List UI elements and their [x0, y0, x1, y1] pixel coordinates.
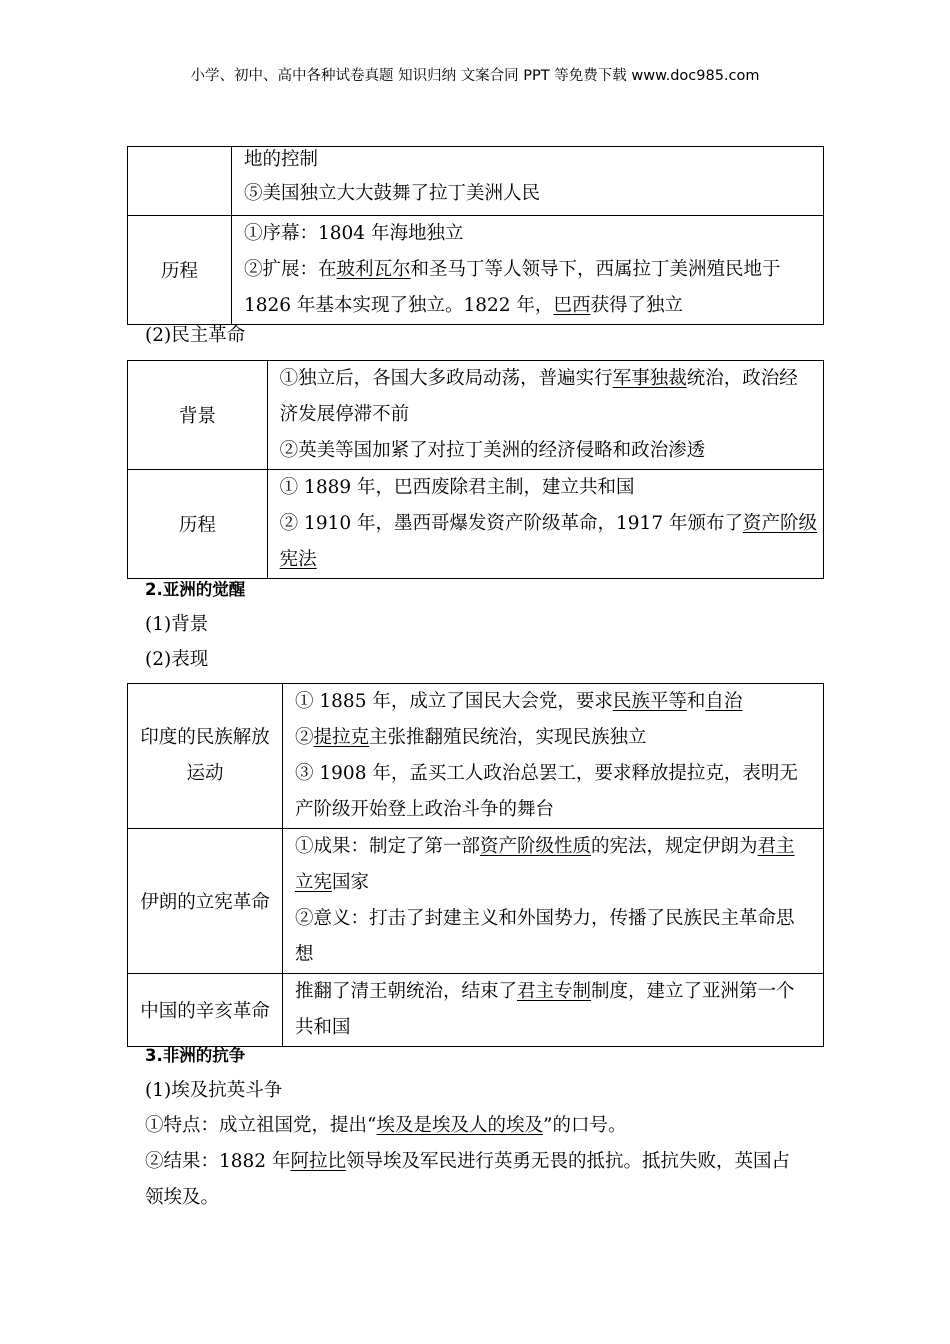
key-term: 巴西 [553, 295, 591, 316]
text-line: 推翻了清王朝统治，结束了君主专制制度，建立了亚洲第一个 [295, 981, 795, 1002]
text-line: 1826 年基本实现了独立。1822 年，巴西获得了独立 [244, 295, 683, 316]
table-row [128, 470, 824, 579]
text-line: 立宪国家 [295, 872, 370, 893]
paragraph: 领埃及。 [145, 1187, 220, 1208]
key-term: 君主专制 [517, 981, 592, 1002]
key-term: 资产阶级性质 [480, 836, 592, 857]
table-row [128, 684, 824, 829]
text-line: ② 1910 年，墨西哥爆发资产阶级革命，1917 年颁布了资产阶级 [279, 513, 817, 534]
text-line: ②英美等国加紧了对拉丁美洲的经济侵略和政治渗透 [279, 440, 706, 461]
row-label-india: 印度的民族解放 运动 [128, 684, 283, 829]
row-label-china: 中国的辛亥革命 [128, 974, 283, 1047]
text-line: 地的控制 [244, 149, 319, 170]
key-term: 玻利瓦尔 [336, 259, 411, 280]
text-line: ① 1889 年，巴西废除君主制，建立共和国 [279, 477, 635, 498]
key-term: 立宪 [295, 872, 333, 893]
text-line: 共和国 [295, 1017, 351, 1038]
key-term: 阿拉比 [290, 1151, 346, 1172]
key-term: 军事独裁 [612, 368, 687, 389]
row-label-background: 背景 [128, 361, 268, 470]
row-content [283, 974, 824, 1047]
text-line: ⑤美国独立大大鼓舞了拉丁美洲人民 [244, 183, 541, 204]
row-label-process: 历程 [128, 470, 268, 579]
row-content [283, 684, 824, 829]
section-heading-africa: 3.非洲的抗争 [145, 1046, 246, 1065]
asia-awakening-table [127, 683, 824, 1047]
text-line: ①成果：制定了第一部资产阶级性质的宪法，规定伊朗为君主 [295, 836, 795, 857]
paragraph: ②结果：1882 年阿拉比领导埃及军民进行英勇无畏的抵抗。抵抗失败，英国占 [145, 1151, 790, 1172]
section-subtitle: (1)埃及抗英斗争 [145, 1080, 283, 1101]
section-subtitle: (2)表现 [145, 649, 209, 670]
key-term: 宪法 [279, 549, 317, 570]
row-content [232, 216, 824, 325]
row-label-process: 历程 [128, 216, 232, 325]
text-line: 想 [295, 944, 314, 965]
table-row [128, 147, 824, 216]
table-row [128, 216, 824, 325]
table-row [128, 361, 824, 470]
text-line: ①独立后，各国大多政局动荡，普遍实行军事独裁统治，政治经 [279, 368, 798, 389]
key-term: 埃及是埃及人的埃及 [376, 1115, 543, 1136]
table-row [128, 829, 824, 974]
key-term: 自治 [705, 691, 743, 712]
text-line: ③ 1908 年，孟买工人政治总罢工，要求释放提拉克，表明无 [295, 763, 798, 784]
text-line: 产阶级开始登上政治斗争的舞台 [295, 799, 555, 820]
row-content [267, 470, 823, 579]
row-content [267, 361, 823, 470]
text-line [268, 542, 823, 578]
text-line: ① 1885 年，成立了国民大会党，要求民族平等和自治 [295, 691, 743, 712]
key-term: 民族平等 [612, 691, 687, 712]
row-content [283, 829, 824, 974]
text-line: ②意义：打击了封建主义和外国势力，传播了民族民主革命思 [295, 908, 795, 929]
text-line: ②提拉克主张推翻殖民统治，实现民族独立 [295, 727, 647, 748]
section-subtitle: (1)背景 [145, 614, 209, 635]
text-line: 济发展停滞不前 [279, 404, 410, 425]
section-subtitle: (2)民主革命 [145, 325, 246, 346]
latin-independence-table [127, 146, 824, 325]
text-line: ②扩展：在玻利瓦尔和圣马丁等人领导下，西属拉丁美洲殖民地于 [244, 259, 781, 280]
row-label-iran: 伊朗的立宪革命 [128, 829, 283, 974]
paragraph: ①特点：成立祖国党，提出“埃及是埃及人的埃及”的口号。 [145, 1115, 627, 1136]
page-header-banner: 小学、初中、高中各种试卷真题 知识归纳 文案合同 PPT 等免费下载 www.doc985.com [190, 68, 760, 84]
section-heading-asia: 2.亚洲的觉醒 [145, 580, 246, 599]
key-term: 资产阶级 [742, 513, 817, 534]
democratic-revolution-table [127, 360, 824, 579]
key-term: 君主 [757, 836, 795, 857]
row-label [128, 147, 232, 216]
table-row [128, 974, 824, 1047]
text-line: ①序幕：1804 年海地独立 [244, 223, 464, 244]
row-content [232, 147, 824, 216]
key-term: 提拉克 [313, 727, 370, 748]
